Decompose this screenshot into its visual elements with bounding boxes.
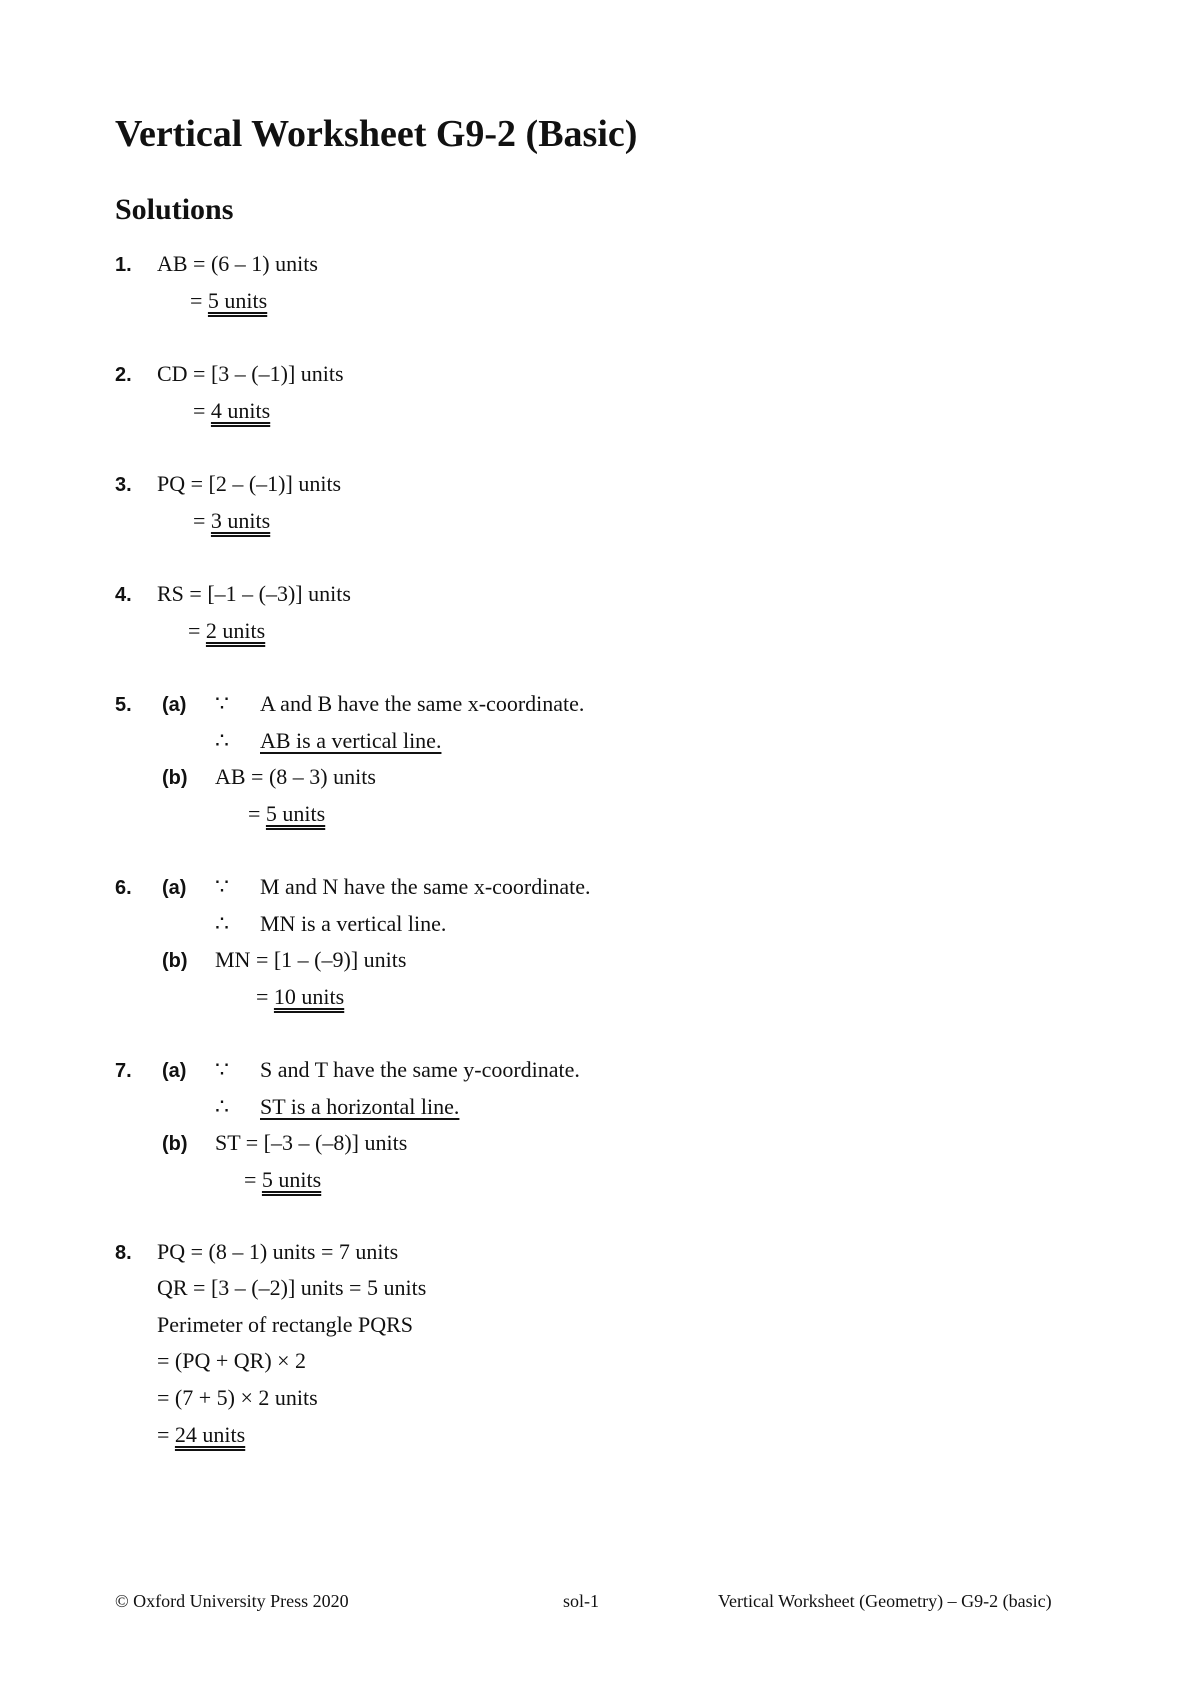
- q8-line3: Perimeter of rectangle PQRS: [157, 1312, 413, 1337]
- q5-b-line1: AB = (8 – 3) units: [215, 764, 376, 789]
- q5-therefore-symbol: ∴: [215, 728, 229, 753]
- q6-reason: M and N have the same x-coordinate.: [260, 874, 591, 899]
- q6-b-answer: 10 units: [273, 984, 345, 1009]
- q8-answer-line: = 24 units: [157, 1422, 246, 1447]
- q8-answer: 24 units: [174, 1422, 246, 1447]
- q2-answer: 4 units: [210, 398, 271, 423]
- footer-worksheet-name: Vertical Worksheet (Geometry) – G9-2 (basic): [718, 1591, 1052, 1611]
- q6-part-a-label: (a): [162, 877, 187, 899]
- q3-answer-line: = 3 units: [193, 508, 271, 533]
- q1-answer-line: = 5 units: [190, 288, 268, 313]
- q3-answer: 3 units: [210, 508, 271, 533]
- q6-conclusion: MN is a vertical line.: [260, 911, 447, 936]
- q8-line2: QR = [3 – (–2)] units = 5 units: [157, 1275, 427, 1300]
- q4-answer: 2 units: [205, 618, 266, 643]
- page-title: Vertical Worksheet G9-2 (Basic): [115, 113, 638, 155]
- q5-reason: A and B have the same x-coordinate.: [260, 691, 585, 716]
- q5-because-symbol: ∵: [215, 691, 229, 716]
- q8-line1: PQ = (8 – 1) units = 7 units: [157, 1239, 399, 1264]
- q6-b-line1: MN = [1 – (–9)] units: [215, 947, 407, 972]
- q2-line1: CD = [3 – (–1)] units: [157, 361, 344, 386]
- q5-conclusion: AB is a vertical line.: [260, 728, 442, 753]
- q5-num: 5.: [115, 694, 132, 716]
- q7-b-answer-line: = 5 units: [244, 1167, 322, 1192]
- q7-conclusion: ST is a horizontal line.: [260, 1094, 460, 1119]
- q4-answer-line: = 2 units: [188, 618, 266, 643]
- q4-line1: RS = [–1 – (–3)] units: [157, 581, 351, 606]
- q8-line5: = (7 + 5) × 2 units: [157, 1385, 318, 1410]
- q8-num: 8.: [115, 1242, 132, 1264]
- q6-b-answer-line: = 10 units: [256, 984, 345, 1009]
- solutions-heading: Solutions: [115, 193, 234, 226]
- q7-because-symbol: ∵: [215, 1057, 229, 1082]
- q7-part-b-label: (b): [162, 1133, 188, 1155]
- footer-page-number: sol-1: [563, 1591, 599, 1611]
- q1-answer: 5 units: [207, 288, 268, 313]
- q6-part-b-label: (b): [162, 950, 188, 972]
- q1-num: 1.: [115, 254, 132, 276]
- q5-part-b-label: (b): [162, 767, 188, 789]
- q1-line1: AB = (6 – 1) units: [157, 251, 318, 276]
- q5-part-a-label: (a): [162, 694, 187, 716]
- q7-therefore-symbol: ∴: [215, 1094, 229, 1119]
- q7-num: 7.: [115, 1060, 132, 1082]
- q5-b-answer-line: = 5 units: [248, 801, 326, 826]
- q2-answer-line: = 4 units: [193, 398, 271, 423]
- footer-copyright: © Oxford University Press 2020: [115, 1591, 349, 1611]
- q7-b-answer: 5 units: [261, 1167, 322, 1192]
- q2-num: 2.: [115, 364, 132, 386]
- q8-line4: = (PQ + QR) × 2: [157, 1348, 307, 1373]
- q5-b-answer: 5 units: [265, 801, 326, 826]
- q6-therefore-symbol: ∴: [215, 911, 229, 936]
- q4-num: 4.: [115, 584, 132, 606]
- q6-num: 6.: [115, 877, 132, 899]
- q7-part-a-label: (a): [162, 1060, 187, 1082]
- q3-line1: PQ = [2 – (–1)] units: [157, 471, 342, 496]
- q3-num: 3.: [115, 474, 132, 496]
- q6-because-symbol: ∵: [215, 874, 229, 899]
- q7-reason: S and T have the same y-coordinate.: [260, 1057, 580, 1082]
- q7-b-line1: ST = [–3 – (–8)] units: [215, 1130, 408, 1155]
